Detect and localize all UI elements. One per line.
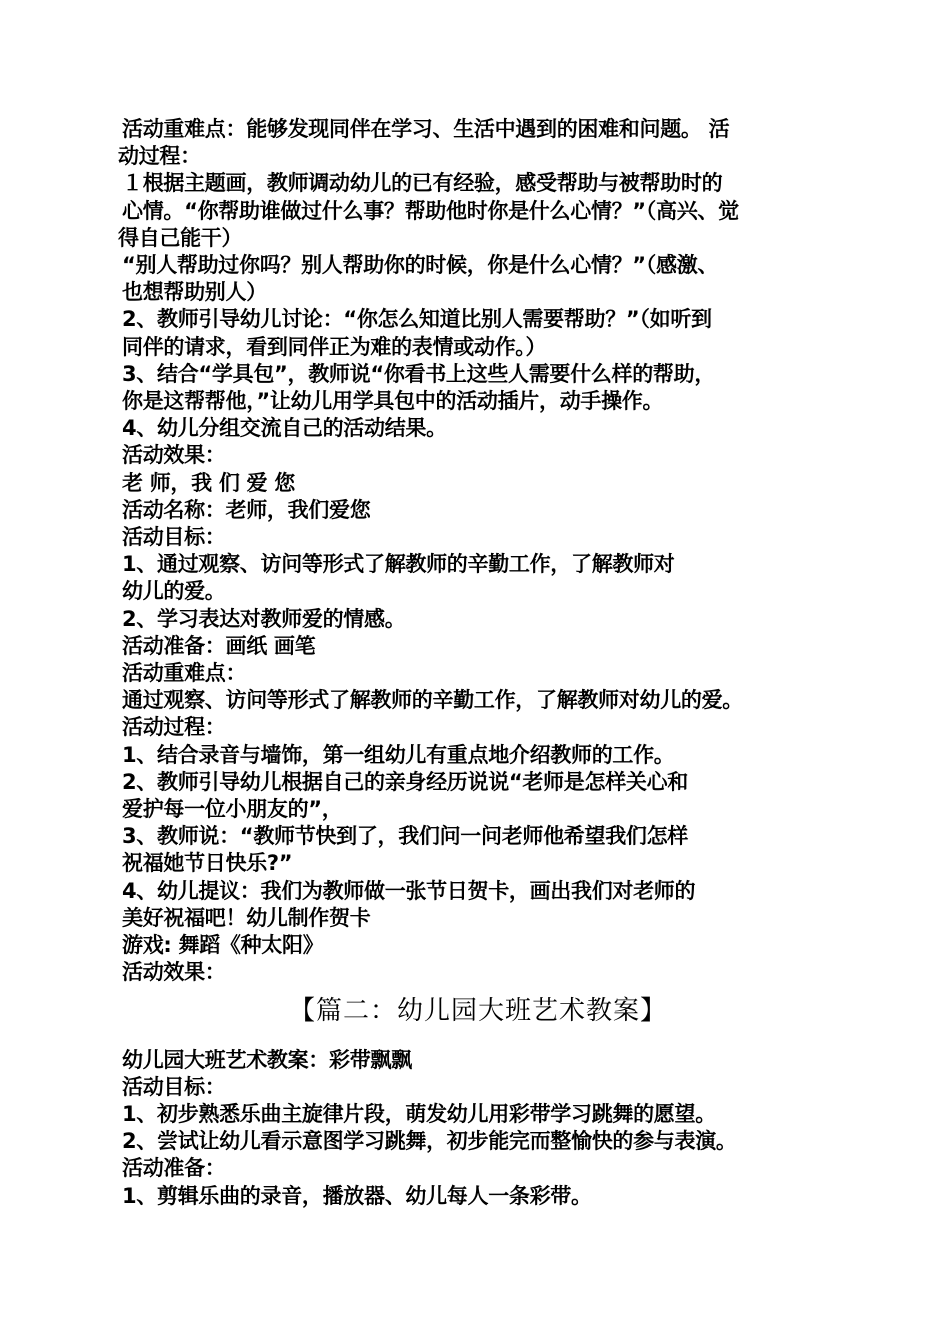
text-line: 爱护每一位小朋友的”， [122, 797, 343, 822]
text-line: 同伴的请求，看到同伴正为难的表情或动作。） [122, 334, 547, 359]
text-line: 1、初步熟悉乐曲主旋律片段，萌发幼儿用彩带学习跳舞的愿望。 [122, 1101, 716, 1126]
text-line: 祝福她节日快乐?” [122, 851, 293, 876]
text-line: 活动目标： [122, 525, 226, 550]
text-line: 幼儿园大班艺术教案：彩带飘飘 [122, 1047, 412, 1072]
text-line: 活动过程： [122, 715, 226, 740]
text-line: 心情。“你帮助谁做过什么事？帮助他时你是什么心情？”（高兴、觉 [122, 198, 739, 223]
text-line: 3、教师说：“教师节快到了，我们问一问老师他希望我们怎样 [122, 824, 689, 849]
text-line: 活动效果： [122, 443, 226, 468]
section-heading: 【篇二：幼儿园大班艺术教案】 [288, 995, 667, 1026]
text-line: 2、教师引导幼儿讨论：“你怎么知道比别人需要帮助？”（如听到 [122, 307, 712, 332]
text-line: 2、教师引导幼儿根据自己的亲身经历说说“老师是怎样关心和 [122, 769, 689, 794]
text-line: 活动重难点：能够发现同伴在学习、生活中遇到的困难和问题。 活 [122, 117, 730, 141]
text-line: 老 师，我 们 爱 您 [122, 470, 295, 495]
text-line: 得自己能干） [118, 225, 243, 250]
lesson-plan-section-2 [118, 1047, 838, 1210]
text-line: 活动准备： [122, 1156, 226, 1181]
text-line: 1、剪辑乐曲的录音，播放器、幼儿每人一条彩带。 [122, 1183, 592, 1208]
text-line: 3、结合“学具包”，教师说“你看书上这些人需要什么样的帮助， [122, 361, 716, 386]
text-line: 活动效果： [122, 960, 226, 985]
lesson-plan-section-1 [118, 116, 838, 987]
text-line: “别人帮助过你吗？别人帮助你的时候，你是什么心情？”（感激、 [122, 253, 719, 278]
text-line: 活动准备：画纸 画笔 [122, 633, 316, 658]
text-line: 你是这帮帮他，”让幼儿用学具包中的活动插片，动手操作。 [122, 389, 664, 414]
text-line: 1、通过观察、访问等形式了解教师的辛勤工作，了解教师对 [122, 552, 675, 577]
text-line: 2、学习表达对教师爱的情感。 [122, 606, 406, 631]
text-line: 活动重难点： [122, 661, 247, 686]
document-body [118, 116, 838, 1210]
text-line: 4、幼儿分组交流自己的活动结果。 [122, 416, 447, 441]
text-line: 通过观察、访问等形式了解教师的辛勤工作，了解教师对幼儿的爱。 [122, 688, 743, 713]
text-line: 也想帮助别人） [122, 280, 267, 305]
text-line: 幼儿的爱。 [122, 579, 226, 604]
text-line: 2、尝试让幼儿看示意图学习跳舞，初步能完而整愉快的参与表演。 [122, 1129, 737, 1154]
text-line: 活动名称：老师，我们爱您 [122, 497, 371, 522]
text-line: １根据主题画，教师调动幼儿的已有经验，感受帮助与被帮助时的 [122, 171, 723, 196]
text-line: 4、幼儿提议：我们为教师做一张节日贺卡，画出我们对老师的 [122, 878, 696, 903]
text-line: 1、结合录音与墙饰，第一组幼儿有重点地介绍教师的工作。 [122, 742, 675, 767]
text-line: 美好祝福吧！幼儿制作贺卡 [122, 905, 371, 930]
text-line: 动过程： [118, 144, 201, 169]
text-line: 活动目标： [122, 1074, 226, 1099]
text-line: 游戏: 舞蹈《种太阳》 [122, 933, 324, 958]
